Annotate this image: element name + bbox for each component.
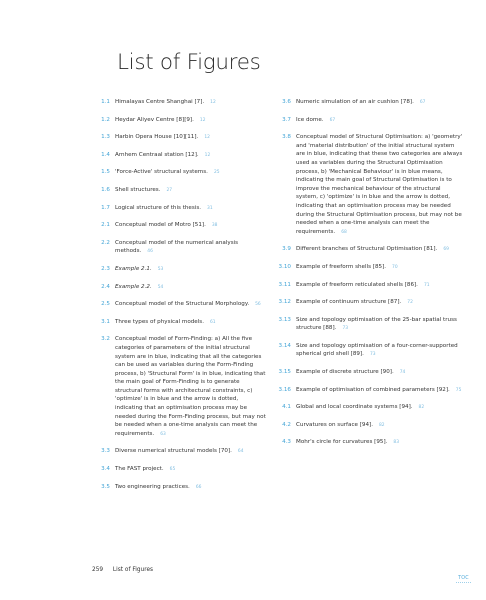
figure-caption: Ice dome. 67 bbox=[296, 116, 336, 123]
figure-number: 3.14 bbox=[278, 342, 291, 349]
figure-number: 3.2 bbox=[101, 336, 110, 343]
figure-entry[interactable] bbox=[96, 239, 266, 257]
figure-number: 3.11 bbox=[278, 281, 291, 288]
figure-number: 4.2 bbox=[282, 421, 291, 428]
figure-number: 1.7 bbox=[101, 204, 110, 211]
figure-number: 3.3 bbox=[101, 448, 110, 455]
figure-entry[interactable] bbox=[96, 116, 266, 126]
figure-entry[interactable] bbox=[272, 116, 464, 126]
figure-number: 3.13 bbox=[278, 316, 291, 323]
figure-page-link[interactable]: 75 bbox=[455, 387, 462, 393]
figure-caption: Two engineering practices. 66 bbox=[115, 483, 202, 490]
figure-caption: Example of freeform shells [85]. 70 bbox=[296, 263, 398, 270]
figure-entry[interactable] bbox=[272, 263, 464, 273]
figure-entry[interactable] bbox=[96, 98, 266, 108]
figure-number: 3.15 bbox=[278, 369, 291, 376]
figure-entry[interactable] bbox=[272, 316, 464, 334]
figure-page-link[interactable]: 12 bbox=[204, 135, 210, 141]
figure-caption: Harbin Opera House [10][11]. 12 bbox=[115, 134, 210, 141]
figure-page-link[interactable]: 27 bbox=[166, 187, 173, 193]
figure-number: 4.3 bbox=[282, 439, 291, 446]
figure-caption: Diverse numerical structural models [70]. 64 bbox=[115, 448, 244, 455]
figure-entry[interactable] bbox=[96, 447, 266, 457]
figure-number: 1.2 bbox=[101, 116, 110, 123]
figure-number: 1.5 bbox=[101, 169, 110, 176]
figure-page-link[interactable]: 31 bbox=[207, 205, 213, 211]
figure-page-link[interactable]: 71 bbox=[423, 282, 430, 288]
figure-entry[interactable] bbox=[96, 204, 266, 214]
figure-entry[interactable] bbox=[272, 386, 464, 396]
figure-page-link[interactable]: 83 bbox=[393, 440, 400, 446]
figure-page-link[interactable]: 46 bbox=[147, 249, 153, 255]
figure-caption: Conceptual model of Motro [51]. 38 bbox=[115, 222, 218, 229]
figure-entry[interactable] bbox=[96, 221, 266, 231]
figure-page-link[interactable]: 74 bbox=[399, 370, 406, 376]
figure-number: 3.5 bbox=[101, 483, 110, 490]
figure-page-link[interactable]: 72 bbox=[407, 300, 413, 306]
figure-caption: Size and topology optimisation of a four-corner-supported spherical grid shell [89]. 73 bbox=[296, 342, 458, 358]
figure-caption: Heydar Aliyev Centre [8][9]. 12 bbox=[115, 116, 206, 123]
figure-caption: Logical structure of this thesis. 31 bbox=[115, 204, 213, 211]
figure-entry[interactable] bbox=[272, 298, 464, 308]
figure-number: 2.2 bbox=[101, 239, 110, 246]
figure-page-link[interactable]: 73 bbox=[369, 352, 376, 358]
figure-number: 2.3 bbox=[101, 265, 110, 272]
figure-list-right-column bbox=[272, 98, 464, 448]
figure-page-link[interactable]: 63 bbox=[160, 431, 166, 437]
figure-page-link[interactable]: 54 bbox=[157, 284, 164, 290]
figure-caption: Global and local coordinate systems [94]. 82 bbox=[296, 404, 425, 411]
figure-caption: Conceptual model of Structural Optimisation: a) 'geometry' and 'material distribution' of the initial structural system are in blue, indicating that these two categories are always used as variables during the Structural Optimisation process, b) 'Mechanical Behaviour' is in blue means, indicating the main goal of Structural Optimisation is to improve the mechanical behaviour of the structural system, c) 'optimize' is in blue and the arrow is dotted, indicating that an optimisation process may be needed during the Structural Optimisation process, but may not be needed when a one-time analysis can meet the requirements. 68 bbox=[296, 134, 463, 235]
figure-caption: Conceptual model of the Structural Morphology. 56 bbox=[115, 301, 261, 308]
figure-entry[interactable] bbox=[272, 133, 464, 237]
footer-section-title: List of Figures bbox=[112, 567, 154, 573]
figure-page-link[interactable]: 67 bbox=[329, 117, 336, 123]
figure-entry[interactable] bbox=[272, 245, 464, 255]
figure-number: 3.12 bbox=[278, 299, 291, 306]
figure-number: 3.16 bbox=[278, 386, 291, 393]
figure-number: 1.1 bbox=[101, 99, 110, 105]
figure-entry[interactable] bbox=[96, 465, 266, 475]
figure-caption: Example of continuum structure [87]. 72 bbox=[296, 299, 413, 306]
figure-entry[interactable] bbox=[96, 265, 266, 275]
page-title: List of Figures bbox=[117, 50, 261, 75]
figure-number: 3.7 bbox=[282, 116, 291, 123]
figure-entry[interactable] bbox=[272, 342, 464, 360]
figure-page-link[interactable]: 61 bbox=[209, 319, 216, 325]
figure-page-link[interactable]: 67 bbox=[419, 100, 426, 105]
figure-page-link[interactable]: 25 bbox=[213, 170, 220, 176]
figure-page-link[interactable]: 69 bbox=[443, 247, 449, 253]
figure-caption: Shell structures. 27 bbox=[115, 186, 173, 193]
toc-label: TOC bbox=[458, 576, 469, 581]
figure-entry[interactable] bbox=[96, 318, 266, 328]
figure-caption: The FAST project. 65 bbox=[115, 466, 176, 473]
figure-page-link[interactable]: 56 bbox=[255, 302, 261, 308]
page-footer bbox=[92, 567, 153, 573]
figure-caption: 'Force-Active' structural systems. 25 bbox=[115, 169, 220, 176]
figure-entry[interactable] bbox=[272, 281, 464, 291]
figure-number: 1.3 bbox=[101, 134, 110, 141]
figure-list-left-column bbox=[96, 98, 266, 492]
figure-page-link[interactable]: 68 bbox=[341, 229, 347, 235]
figure-entry[interactable] bbox=[96, 186, 266, 196]
figure-caption: Example 2.2. 54 bbox=[115, 283, 164, 290]
figure-caption: Arnhem Centraal station [12]. 12 bbox=[115, 151, 211, 158]
figure-entry[interactable] bbox=[96, 151, 266, 161]
figure-number: 3.10 bbox=[278, 263, 291, 270]
figure-number: 1.6 bbox=[101, 186, 110, 193]
footer-page-number: 259 bbox=[92, 567, 104, 573]
figure-page-link[interactable]: 66 bbox=[195, 484, 202, 490]
figure-number: 4.1 bbox=[282, 404, 291, 411]
figure-number: 3.9 bbox=[282, 246, 291, 253]
figure-page-link[interactable]: 73 bbox=[342, 326, 349, 332]
figure-caption: Example of optimisation of combined parameters [92]. 75 bbox=[296, 386, 462, 393]
figure-caption: Example of discrete structure [90]. 74 bbox=[296, 369, 406, 376]
figure-entry[interactable] bbox=[272, 98, 464, 108]
figure-number: 3.4 bbox=[101, 466, 110, 473]
figure-number: 1.4 bbox=[101, 151, 110, 158]
figure-number: 2.5 bbox=[101, 301, 110, 308]
figure-page-link[interactable]: 65 bbox=[169, 467, 176, 473]
figure-caption: Example of freeform reticulated shells [86]. 71 bbox=[296, 281, 430, 288]
figure-caption: Example 2.1. 53 bbox=[115, 265, 164, 272]
figure-page-link[interactable]: 53 bbox=[157, 266, 164, 272]
figure-caption: Three types of physical models. 61 bbox=[115, 318, 216, 325]
figure-caption: Different branches of Structural Optimisation [81]. 69 bbox=[296, 246, 449, 253]
figure-entry[interactable] bbox=[272, 438, 464, 448]
figure-entry[interactable] bbox=[96, 133, 266, 143]
figure-entry[interactable] bbox=[96, 283, 266, 293]
figure-page-link[interactable]: 70 bbox=[392, 264, 398, 270]
toc-dots-icon bbox=[456, 582, 471, 583]
figure-entry[interactable] bbox=[272, 403, 464, 413]
toc-button[interactable] bbox=[456, 576, 471, 583]
figure-entry[interactable] bbox=[96, 335, 266, 439]
figure-caption: Conceptual model of the numerical analysis methods. 46 bbox=[115, 239, 239, 255]
figure-page-link[interactable]: 12 bbox=[204, 152, 211, 158]
figure-page-link[interactable]: 12 bbox=[210, 100, 216, 105]
figure-caption: Conceptual model of Form-Finding: a) All the five categories of parameters of the initial structural system are in blue, indicating that all the categories can be used as variables during the Form-Finding process, b) 'Structural Form' is in blue, indicating that the main goal of Form-Finding is to generate structural forms with architectural constraints, c) 'optimize' is in blue and the arrow is dotted, indicating that an optimisation process may be needed during the Form-Finding process, but may not be needed when a one-time analysis can meet the requirements. 63 bbox=[115, 336, 266, 437]
figure-entry[interactable] bbox=[96, 168, 266, 178]
figure-number: 3.6 bbox=[282, 99, 291, 105]
figure-entry[interactable] bbox=[96, 483, 266, 493]
figure-page-link[interactable]: 64 bbox=[237, 449, 244, 455]
figure-caption: Size and topology optimisation of the 25-bar spatial truss structure [88]. 73 bbox=[296, 316, 457, 332]
figure-entry[interactable] bbox=[96, 300, 266, 310]
figure-number: 3.8 bbox=[282, 134, 291, 141]
figure-number: 3.1 bbox=[101, 318, 110, 325]
figure-number: 2.4 bbox=[101, 283, 110, 290]
figure-page-link[interactable]: 12 bbox=[199, 117, 206, 123]
figure-page-link[interactable]: 82 bbox=[418, 405, 425, 411]
figure-caption: Mohr's circle for curvatures [95]. 83 bbox=[296, 439, 400, 446]
figure-caption: Himalayas Centre Shanghai [7]. 12 bbox=[115, 99, 216, 105]
figure-entry[interactable] bbox=[272, 368, 464, 378]
figure-caption: Curvatures on surface [94]. 82 bbox=[296, 421, 385, 428]
figure-caption: Numeric simulation of an air cushion [78]. 67 bbox=[296, 99, 426, 105]
figure-entry[interactable] bbox=[272, 421, 464, 431]
figure-page-link[interactable]: 38 bbox=[211, 223, 218, 229]
figure-page-link[interactable]: 82 bbox=[379, 422, 385, 428]
figure-number: 2.1 bbox=[101, 222, 110, 229]
